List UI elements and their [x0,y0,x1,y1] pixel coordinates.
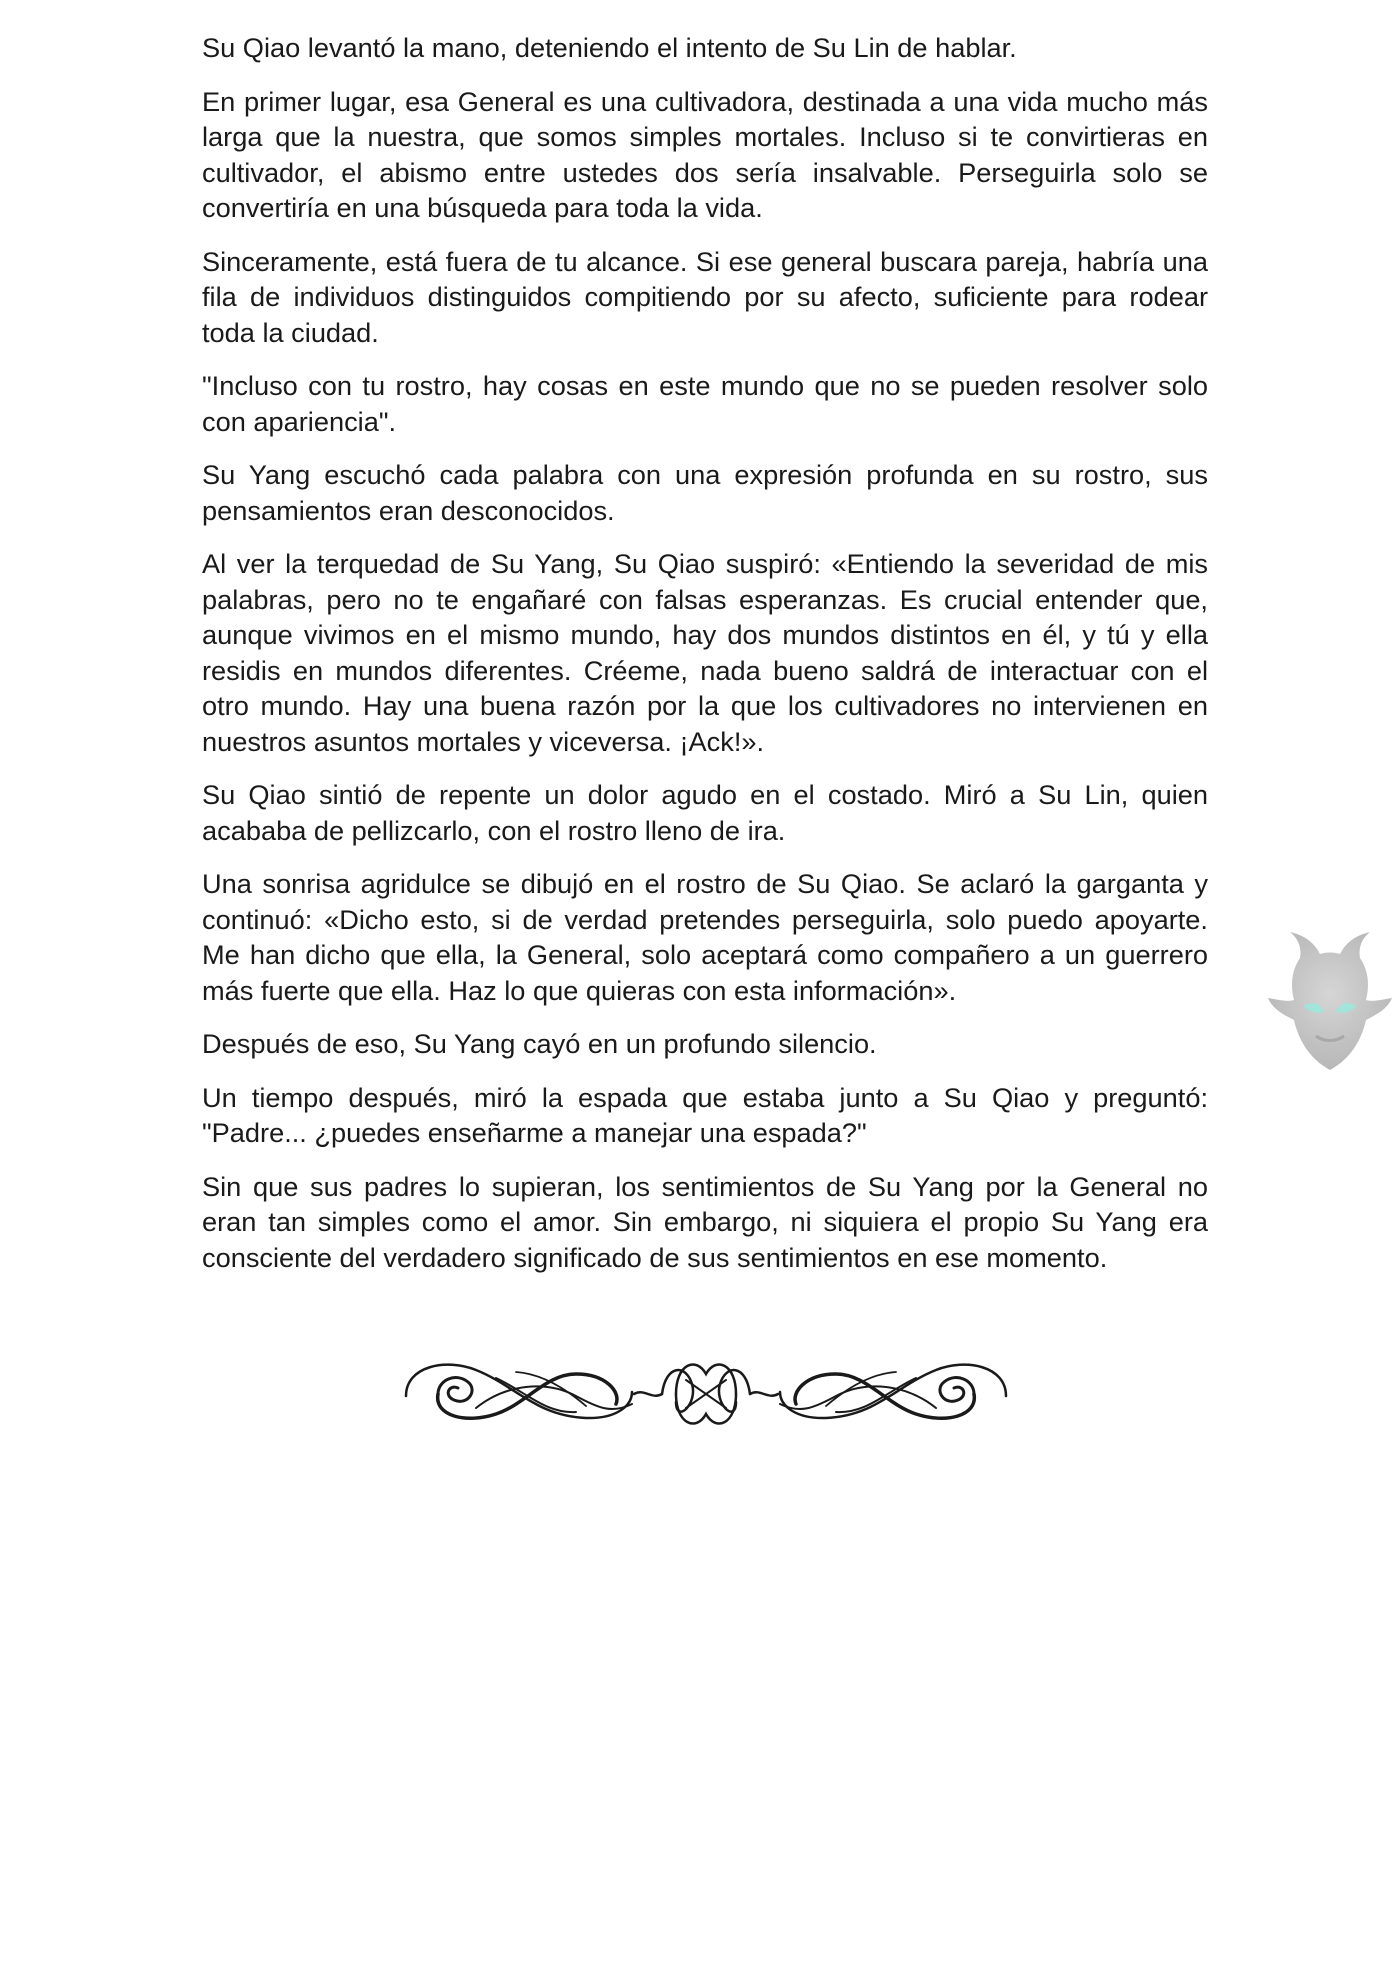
paragraph: Su Yang escuchó cada palabra con una expresión profunda en su rostro, sus pensamientos eran desconocidos. [202,459,1208,526]
paragraph: En primer lugar, esa General es una cultivadora, destinada a una vida mucho más larga que la nuestra, que somos simples mortales. Incluso si te convirtieras en cultivador, el abismo entre ustedes dos sería insalvable. Perseguirla solo se convertiría en una búsqueda para toda la vida. [202,85,1208,223]
document-body [202,30,1208,1293]
paragraph: "Incluso con tu rostro, hay cosas en este mundo que no se pueden resolver solo con apariencia". [202,370,1208,437]
demon-head-icon [1264,928,1396,1078]
paragraph: Una sonrisa agridulce se dibujó en el rostro de Su Qiao. Se aclaró la garganta y continuó: «Dicho esto, si de verdad pretendes perseguirla, solo puedo apoyarte. Me han dicho que ella, la General, solo aceptará como compañero a un guerrero más fuerte que ella. Haz lo que quieras con esta información». [202,868,1208,1006]
paragraph: Después de eso, Su Yang cayó en un profundo silencio. [202,1028,877,1059]
paragraph: Su Qiao levantó la mano, deteniendo el intento de Su Lin de hablar. [202,32,1017,63]
paragraph: Sin que sus padres lo supieran, los sentimientos de Su Yang por la General no eran tan simples como el amor. Sin embargo, ni siquiera el propio Su Yang era consciente del verdadero significado de sus sentimientos en ese momento. [202,1170,1208,1273]
ornamental-flourish-icon [376,1344,1036,1444]
paragraph: Sinceramente, está fuera de tu alcance. Si ese general buscara pareja, habría una fila de individuos distinguidos compitiendo por su afecto, suficiente para rodear toda la ciudad. [202,245,1208,348]
paragraph: Un tiempo después, miró la espada que estaba junto a Su Qiao y preguntó: "Padre... ¿puedes enseñarme a manejar una espada?" [202,1081,1208,1148]
paragraph: Al ver la terquedad de Su Yang, Su Qiao suspiró: «Entiendo la severidad de mis palabras, pero no te engañaré con falsas esperanzas. Es crucial entender que, aunque vivimos en el mismo mundo, hay dos mundos distintos en él, y tú y ella residis en mundos diferentes. Créeme, nada bueno saldrá de interactuar con el otro mundo. Hay una buena razón por la que los cultivadores no intervienen en nuestros asuntos mortales y viceversa. ¡Ack!». [202,548,1208,757]
paragraph: Su Qiao sintió de repente un dolor agudo en el costado. Miró a Su Lin, quien acababa de pellizcarlo, con el rostro lleno de ira. [202,779,1208,846]
